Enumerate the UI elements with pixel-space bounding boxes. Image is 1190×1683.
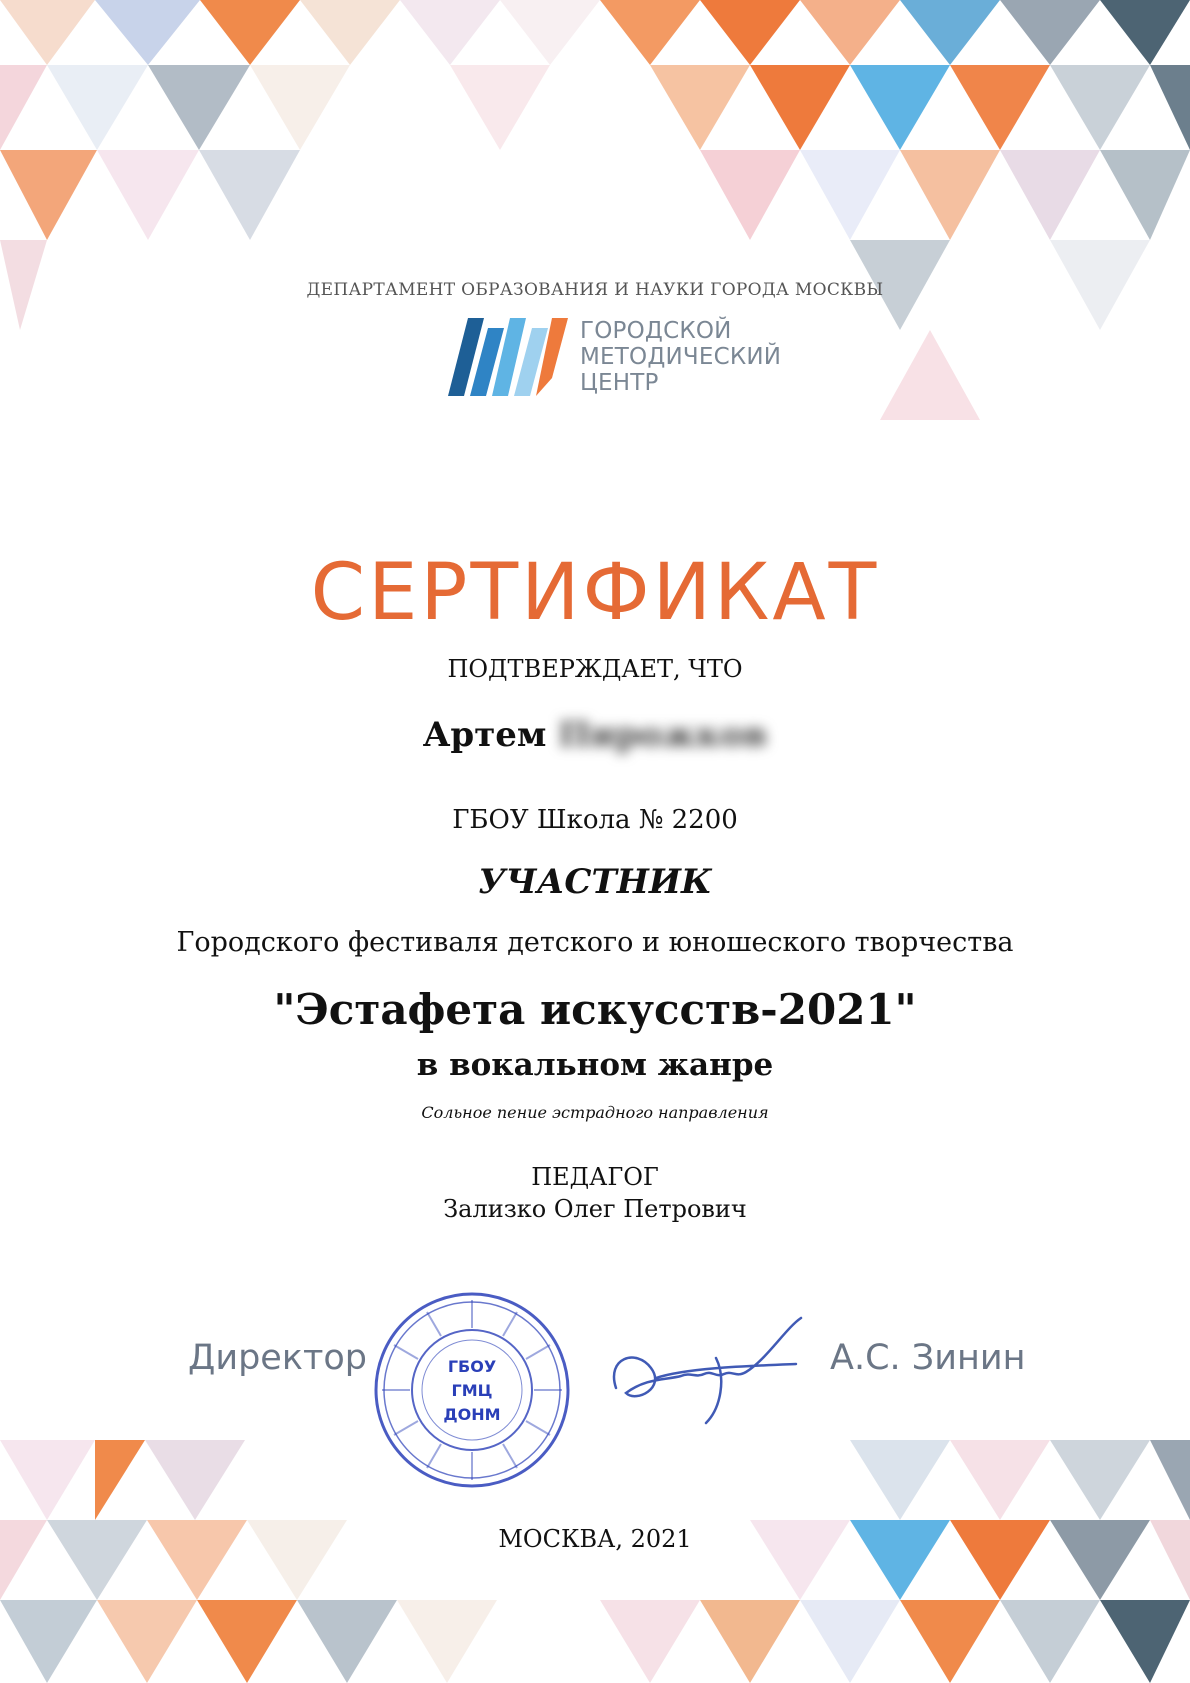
director-signature bbox=[596, 1308, 816, 1428]
school-name: ГБОУ Школа № 2200 bbox=[452, 805, 738, 835]
recipient-name bbox=[0, 715, 1190, 755]
recipient-first-name: Артем bbox=[422, 715, 547, 755]
gmc-logo-icon bbox=[448, 318, 568, 398]
festival-name: Городского фестиваля детского и юношеского творчества bbox=[176, 927, 1014, 958]
confirms-text: ПОДТВЕРЖДАЕТ, ЧТО bbox=[447, 655, 743, 683]
stamp-line-3: ДОНМ bbox=[443, 1405, 501, 1424]
logo-line-2: МЕТОДИЧЕСКИЙ bbox=[580, 344, 782, 370]
city-year: МОСКВА, 2021 bbox=[498, 1525, 692, 1553]
stamp-line-2: ГМЦ bbox=[451, 1381, 493, 1400]
bottom-triangle-band bbox=[0, 1440, 1190, 1683]
recipient-last-name: Пирожков bbox=[558, 715, 768, 755]
event-title: "Эстафета искусств-2021" bbox=[273, 985, 917, 1034]
stamp-line-1: ГБОУ bbox=[447, 1357, 497, 1376]
department-heading: ДЕПАРТАМЕНТ ОБРАЗОВАНИЯ И НАУКИ ГОРОДА МОСКВЫ bbox=[306, 280, 884, 300]
official-stamp bbox=[372, 1290, 572, 1490]
teacher-label: ПЕДАГОГ bbox=[531, 1163, 659, 1191]
logo-line-3: ЦЕНТР bbox=[580, 370, 659, 396]
certificate-title: СЕРТИФИКАТ bbox=[310, 548, 880, 638]
logo-line-1: ГОРОДСКОЙ bbox=[580, 318, 732, 344]
director-name: А.С. Зинин bbox=[830, 1338, 1026, 1378]
director-label: Директор bbox=[188, 1338, 367, 1378]
participant-role: УЧАСТНИК bbox=[478, 862, 712, 902]
teacher-name: Зализко Олег Петрович bbox=[443, 1195, 747, 1223]
logo-text bbox=[580, 318, 781, 396]
genre-text: в вокальном жанре bbox=[416, 1047, 774, 1083]
direction-text: Сольное пение эстрадного направления bbox=[421, 1103, 769, 1122]
